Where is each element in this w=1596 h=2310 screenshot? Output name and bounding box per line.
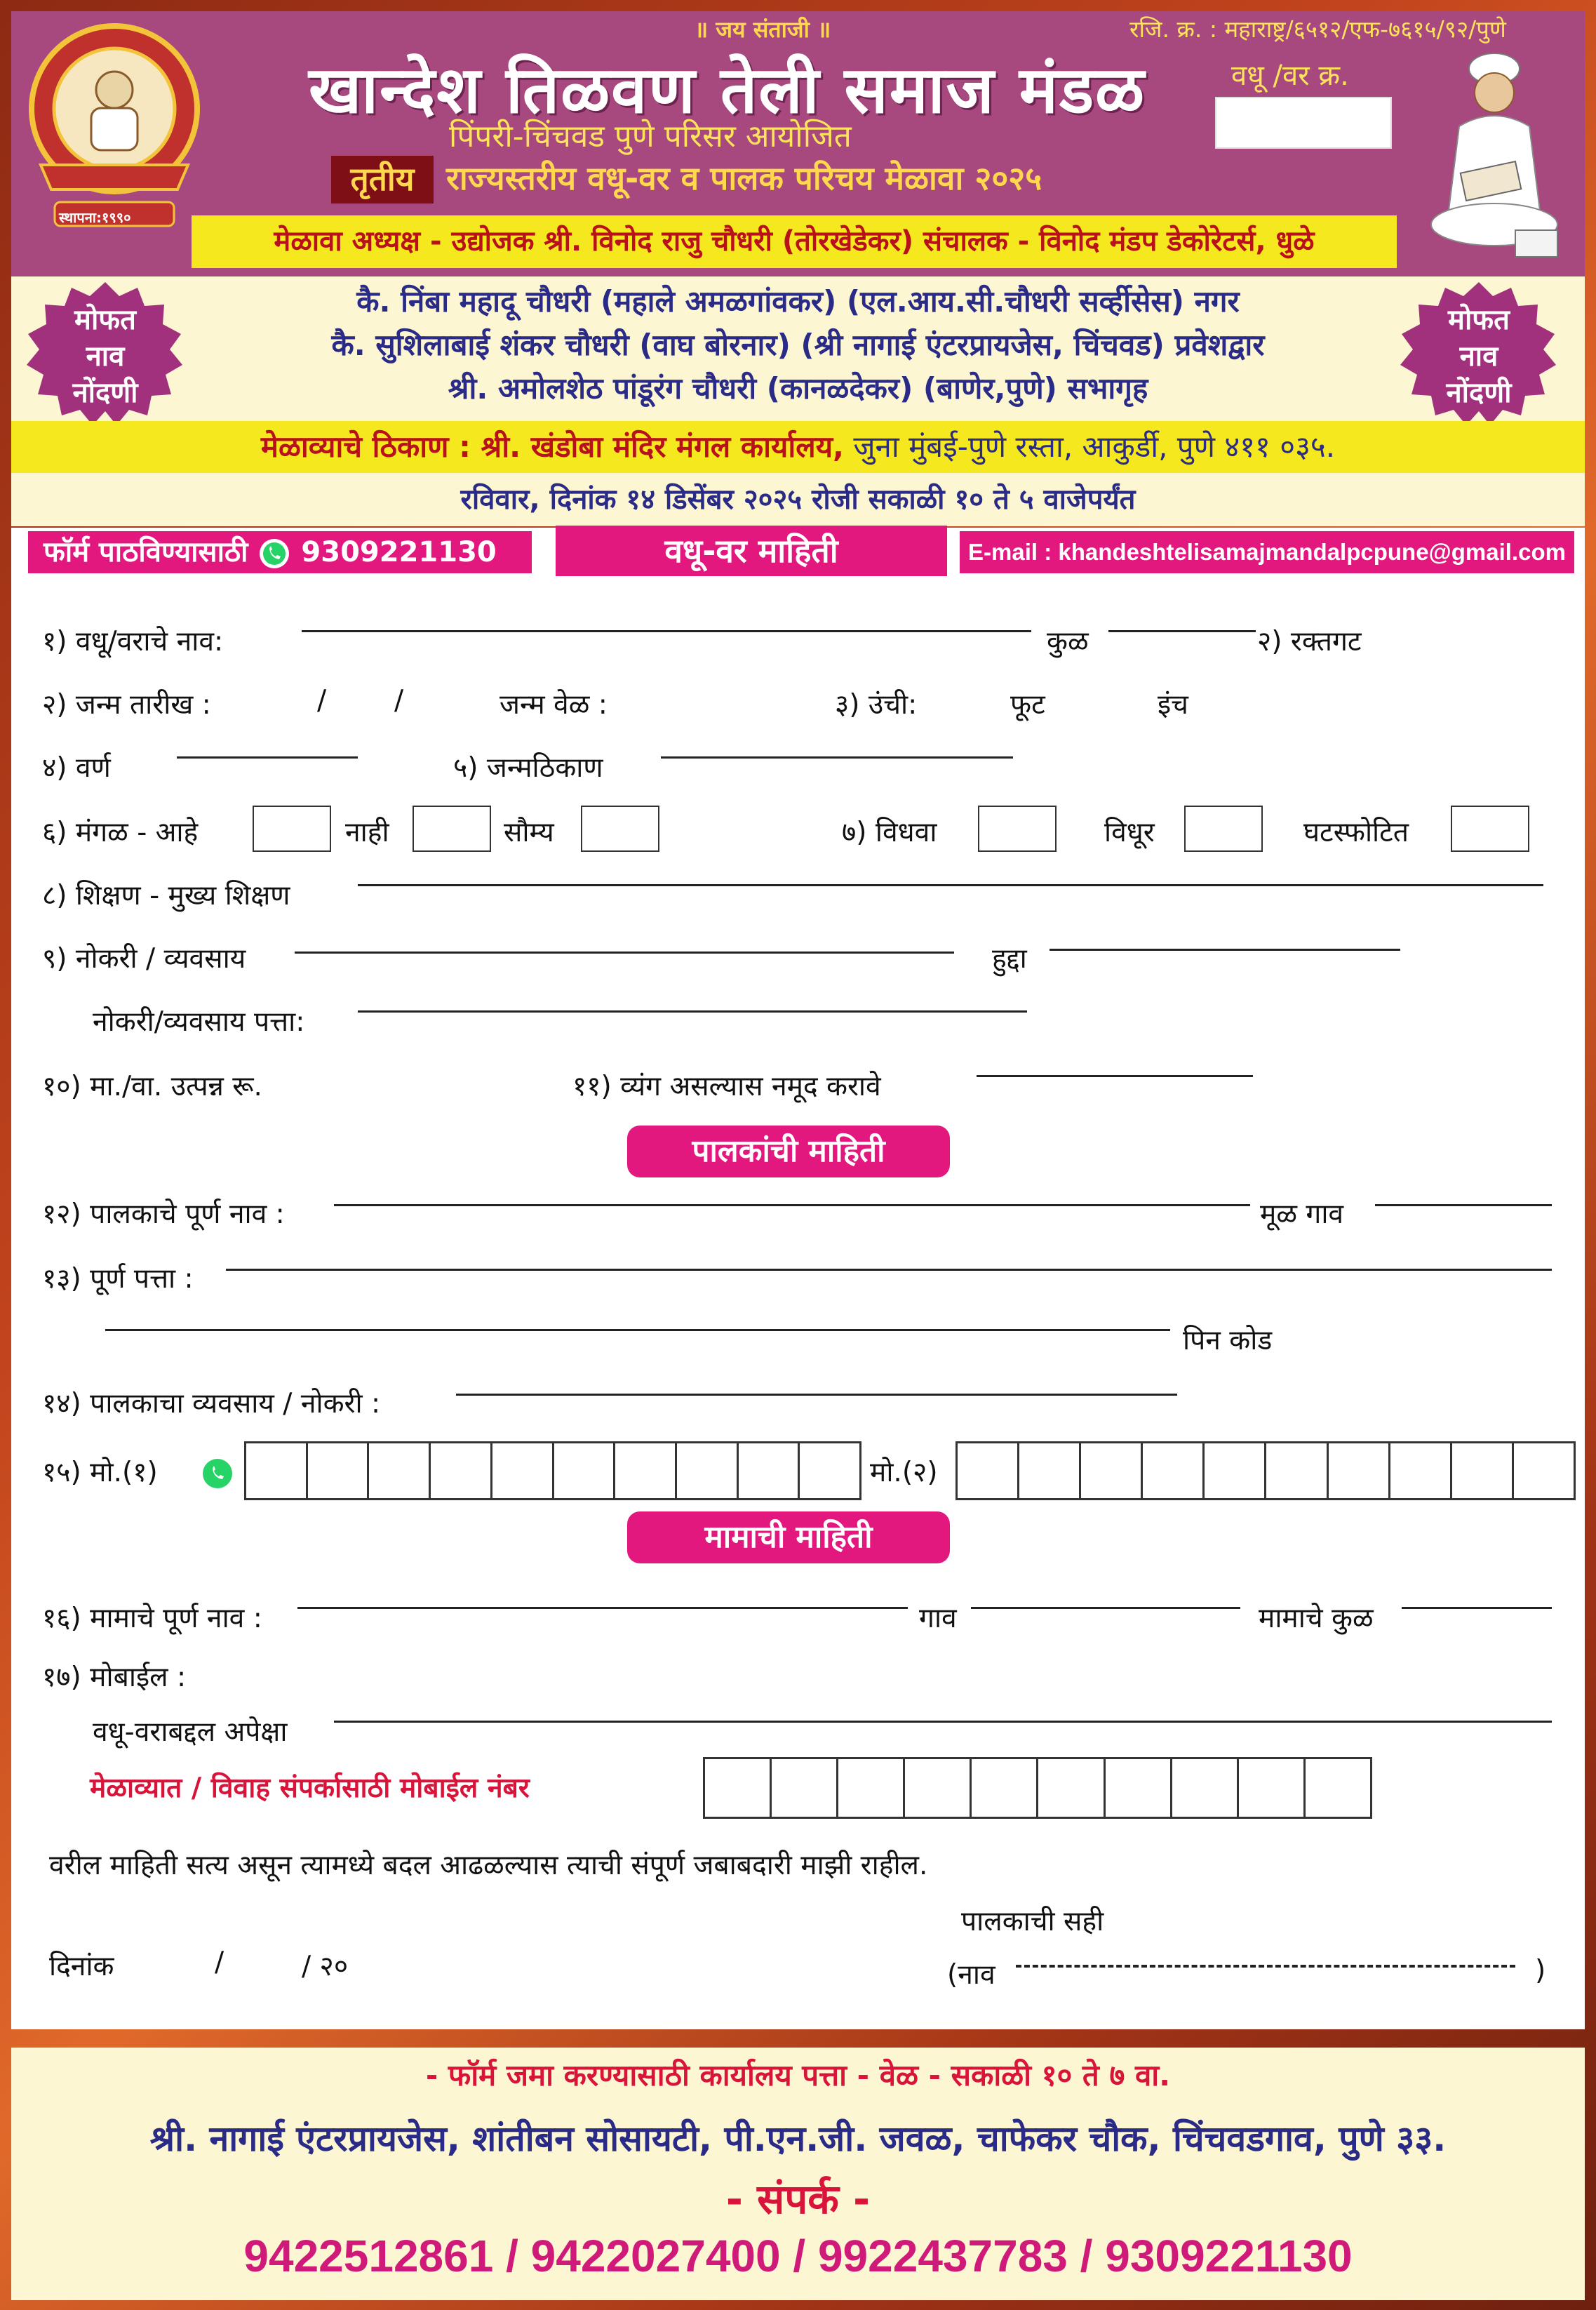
form-title-pill: वधू-वर माहिती	[556, 526, 947, 576]
field-education-line[interactable]	[358, 884, 1543, 886]
widow-checkbox[interactable]	[978, 806, 1057, 852]
field-native-village-line[interactable]	[1375, 1204, 1552, 1206]
badge-left-line-3: नोंदणी	[72, 377, 138, 409]
mobile1-digit-boxes[interactable]	[244, 1441, 861, 1500]
widower-label: विधूर	[1104, 817, 1155, 848]
mobile1-digit-box[interactable]	[739, 1443, 800, 1498]
birthdate-slash-2: /	[394, 685, 404, 716]
field-parent-name-label: १२) पालकाचे पूर्ण नाव :	[42, 1199, 285, 1230]
contact-digit-box[interactable]	[1306, 1759, 1370, 1817]
contact-digit-box[interactable]	[905, 1759, 972, 1817]
field-address-label: १३) पूर्ण पत्ता :	[42, 1263, 194, 1295]
declaration-text: वरील माहिती सत्य असून त्यामध्ये बदल आढळल्यास त्याची संपूर्ण जबाबदारी माझी राहील.	[49, 1850, 928, 1881]
field-mama-mobile-label: १७) मोबाईल :	[42, 1662, 187, 1693]
mobile1-digit-box[interactable]	[308, 1443, 370, 1498]
mobile1-digit-box[interactable]	[492, 1443, 554, 1498]
field-mama-village-line[interactable]	[971, 1607, 1240, 1609]
mobile2-digit-boxes[interactable]	[955, 1441, 1576, 1500]
contact-digit-box[interactable]	[972, 1759, 1038, 1817]
mobile1-digit-box[interactable]	[677, 1443, 739, 1498]
mobile1-digit-box[interactable]	[615, 1443, 677, 1498]
event-title: राज्यस्तरीय वधू-वर व पालक परिचय मेळावा २०२५	[446, 159, 1042, 197]
badge-left-line-1: मोफत	[74, 304, 136, 336]
mobile2-digit-box[interactable]	[958, 1443, 1019, 1498]
widow-label: ७) विधवा	[842, 817, 937, 848]
contact-digit-box[interactable]	[1106, 1759, 1172, 1817]
sponsor-line-1: कै. निंबा महादू चौधरी (महाले अमळगांवकर) (एल.आय.सी.चौधरी सर्व्हीसेस) नगर	[356, 284, 1240, 319]
field-blood-group-label: २) रक्तगट	[1257, 626, 1362, 657]
badge-right-line-3: नोंदणी	[1446, 377, 1512, 409]
field-mama-name-line[interactable]	[297, 1607, 908, 1609]
whatsapp-icon	[257, 537, 291, 570]
venue-label: मेळाव्याचे ठिकाण :	[260, 429, 481, 464]
signature-name-line[interactable]	[1016, 1965, 1515, 1968]
venue-strip	[11, 421, 1585, 473]
office-address: श्री. नागाई एंटरप्रायजेस, शांतीबन सोसायटी, पी.एन.जी. जवळ, चाफेकर चौक, चिंचवडगाव, पुणे ३३.	[149, 2118, 1447, 2159]
mangal-no-label: नाही	[345, 817, 389, 848]
field-pincode-label: पिन कोड	[1183, 1325, 1273, 1356]
divorced-checkbox[interactable]	[1451, 806, 1529, 852]
date-year: / २०	[302, 1951, 349, 1982]
office-address-heading: - फॉर्म जमा करण्यासाठी कार्यालय पत्ता - वेळ - सकाळी १० ते ७ वा.	[425, 2058, 1171, 2092]
name-open-paren: (नाव	[947, 1959, 995, 1991]
mobile1-digit-box[interactable]	[431, 1443, 492, 1498]
sponsor-line-3: श्री. अमोलशेठ पांडूरंग चौधरी (कानळदेकर) (बाणेर,पुणे) सभागृह	[448, 371, 1148, 406]
vadhu-var-number-box[interactable]	[1215, 97, 1392, 149]
field-expectations-line[interactable]	[334, 1721, 1552, 1723]
mobile2-digit-box[interactable]	[1143, 1443, 1205, 1498]
field-parent-name-line[interactable]	[334, 1204, 1250, 1206]
mangal-yes-checkbox[interactable]	[253, 806, 331, 852]
field-address-line-2[interactable]	[105, 1329, 1170, 1331]
whatsapp-icon	[201, 1457, 234, 1490]
field-kul-label: कुळ	[1047, 626, 1089, 657]
mangal-saumya-checkbox[interactable]	[581, 806, 659, 852]
field-mama-name-label: १६) मामाचे पूर्ण नाव :	[42, 1603, 262, 1634]
venue-address: जुना मुंबई-पुणे रस्ता, आकुर्डी, पुणे ४११ ०३५.	[844, 429, 1336, 464]
contact-heading: - संपर्क -	[725, 2175, 871, 2223]
mobile2-digit-box[interactable]	[1266, 1443, 1328, 1498]
field-parent-occupation-label: १४) पालकाचा व्यवसाय / नोकरी :	[42, 1388, 381, 1420]
parents-section-title: पालकांची माहिती	[627, 1126, 950, 1177]
mobile2-digit-box[interactable]	[1390, 1443, 1452, 1498]
height-inch-label: इंच	[1158, 689, 1188, 721]
contact-digit-box[interactable]	[705, 1759, 772, 1817]
mobile2-digit-box[interactable]	[1329, 1443, 1390, 1498]
field-birth-time-label: जन्म वेळ :	[499, 689, 608, 721]
email-bar[interactable]: E-mail : khandeshtelisamajmandalpcpune@gmail.com	[960, 531, 1574, 573]
contact-digit-box[interactable]	[1038, 1759, 1105, 1817]
height-foot-label: फूट	[1010, 689, 1045, 721]
send-form-label: फॉर्म पाठविण्यासाठी	[43, 536, 248, 568]
field-job-address-label: नोकरी/व्यवसाय पत्ता:	[93, 1006, 305, 1038]
date-slash: /	[215, 1947, 224, 1978]
name-close-paren: )	[1535, 1955, 1546, 1987]
field-job-label: ९) नोकरी / व्यवसाय	[42, 943, 246, 975]
contact-mobile-label: मेळाव्यात / विवाह संपर्कासाठी मोबाईल नंबर	[90, 1772, 530, 1804]
field-birthplace-line[interactable]	[661, 756, 1013, 759]
field-income-label: १०) मा./वा. उत्पन्न रू.	[42, 1071, 262, 1102]
contact-digit-box[interactable]	[1172, 1759, 1239, 1817]
badge-left-line-2: नाव	[86, 340, 125, 373]
venue-place: श्री. खंडोबा मंदिर मंगल कार्यालय,	[481, 429, 845, 464]
contact-digit-box[interactable]	[772, 1759, 838, 1817]
mobile1-digit-box[interactable]	[246, 1443, 308, 1498]
field-complexion-label: ४) वर्ण	[42, 752, 111, 784]
saint-illustration	[1424, 49, 1564, 267]
contact-mobile-digit-boxes[interactable]	[703, 1757, 1372, 1819]
field-mama-village-label: गाव	[919, 1603, 957, 1634]
free-registration-badge-right	[1396, 281, 1562, 428]
mobile2-digit-box[interactable]	[1019, 1443, 1081, 1498]
jay-santaji: ॥ जय संताजी ॥	[695, 16, 831, 43]
mobile1-digit-box[interactable]	[369, 1443, 431, 1498]
field-mobile1-label: १५) मो.(१)	[42, 1457, 158, 1488]
contact-digit-box[interactable]	[838, 1759, 905, 1817]
mobile1-digit-box[interactable]	[554, 1443, 616, 1498]
field-birthplace-label: ५) जन्मठिकाण	[453, 752, 603, 784]
contact-phone-numbers[interactable]: 9422512861 / 9422027400 / 9922437783 / 9309221130	[243, 2231, 1353, 2281]
vadhu-var-number-label: वधू /वर क्र.	[1231, 60, 1349, 92]
field-job-address-line[interactable]	[358, 1010, 1027, 1013]
mangal-saumya-label: सौम्य	[504, 817, 554, 848]
field-parent-occupation-line[interactable]	[456, 1394, 1177, 1396]
field-job-line[interactable]	[295, 952, 954, 954]
mobile2-digit-box[interactable]	[1081, 1443, 1143, 1498]
widower-checkbox[interactable]	[1184, 806, 1263, 852]
date-label: दिनांक	[49, 1951, 114, 1982]
field-mama-kul-line[interactable]	[1402, 1607, 1552, 1609]
field-name-label: १) वधू/वराचे नाव:	[42, 626, 224, 657]
signature-label: पालकाची सही	[961, 1906, 1104, 1937]
mandal-title: खान्देश तिळवण तेली समाज मंडळ	[309, 53, 1146, 128]
field-mama-kul-label: मामाचे कुळ	[1259, 1603, 1374, 1634]
birthdate-slash-1: /	[317, 685, 327, 716]
president-strip: मेळावा अध्यक्ष - उद्योजक श्री. विनोद राजु चौधरी (तोरखेडेकर) संचालक - विनोद मंडप डेकोरेटर्स, धुळे	[192, 215, 1397, 268]
logo-established-text: स्थापना:१९९०	[59, 209, 131, 226]
field-expectations-label: वधू-वराबद्दल अपेक्षा	[93, 1716, 288, 1748]
field-designation-line[interactable]	[1050, 949, 1400, 951]
event-date: रविवार, दिनांक १४ डिसेंबर २०२५ रोजी सकाळी १० ते ५ वाजेपर्यंत	[11, 473, 1585, 526]
contact-digit-box[interactable]	[1239, 1759, 1306, 1817]
field-height-label: ३) उंची:	[835, 689, 918, 721]
send-form-phone[interactable]: 9309221130	[301, 536, 497, 568]
mobile2-digit-box[interactable]	[1205, 1443, 1266, 1498]
field-address-line-1[interactable]	[226, 1269, 1552, 1271]
tritiya-badge: तृतीय	[331, 156, 434, 203]
field-disability-line[interactable]	[977, 1075, 1253, 1077]
field-education-label: ८) शिक्षण - मुख्य शिक्षण	[42, 880, 290, 912]
mobile1-digit-box[interactable]	[800, 1443, 859, 1498]
field-disability-label: ११) व्यंग असल्यास नमूद करावे	[572, 1071, 881, 1102]
sponsor-line-2: कै. सुशिलाबाई शंकर चौधरी (वाघ बोरनार) (श्री नागाई एंटरप्रायजेस, चिंचवड) प्रवेशद्वार	[331, 328, 1265, 362]
field-native-village-label: मूळ गाव	[1260, 1199, 1344, 1230]
field-designation-label: हुद्दा	[992, 943, 1027, 975]
badge-right-line-2: नाव	[1459, 340, 1498, 373]
field-kul-line[interactable]	[1108, 630, 1256, 632]
field-mangal-label: ६) मंगळ - आहे	[42, 817, 199, 848]
free-registration-badge-left	[22, 281, 188, 428]
mobile2-digit-box[interactable]	[1514, 1443, 1574, 1498]
mangal-no-checkbox[interactable]	[413, 806, 491, 852]
registration-number: रजि. क्र. : महाराष्ट्र/६५१२/एफ-७६१५/९२/पुणे	[1129, 15, 1506, 43]
divorced-label: घटस्फोटित	[1303, 817, 1409, 848]
field-complexion-line[interactable]	[177, 756, 358, 759]
mandal-logo	[27, 21, 202, 232]
field-mobile2-label: मो.(२)	[870, 1457, 938, 1488]
field-name-line[interactable]	[302, 630, 1031, 632]
field-birthdate-label: २) जन्म तारीख :	[42, 689, 211, 721]
mobile2-digit-box[interactable]	[1452, 1443, 1514, 1498]
badge-right-line-1: मोफत	[1448, 304, 1510, 336]
organizer-subtitle: पिंपरी-चिंचवड पुणे परिसर आयोजित	[449, 119, 852, 154]
mama-section-title: मामाची माहिती	[627, 1511, 950, 1563]
send-form-bar	[28, 531, 532, 573]
